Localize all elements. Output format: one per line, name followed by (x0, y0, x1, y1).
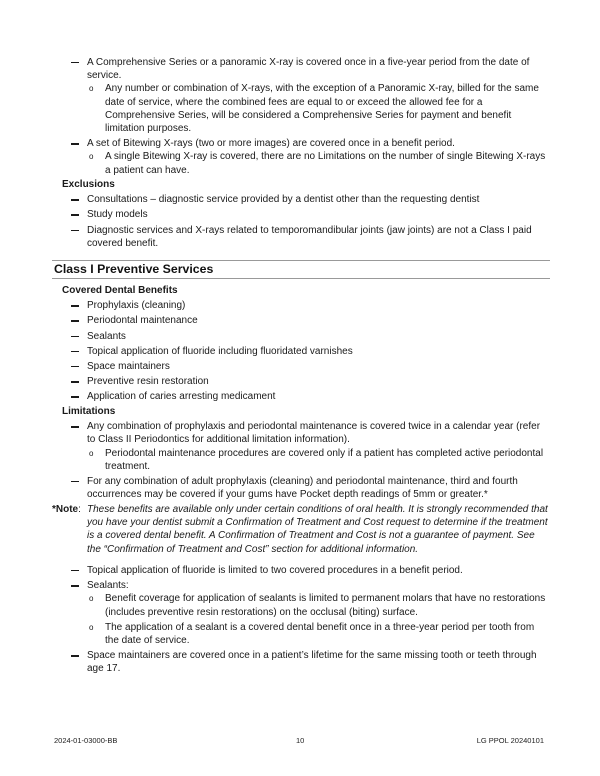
list-item: Any combination of prophylaxis and periodontal maintenance is covered twice in a calendar year (refer to Class II Periodontics for additional limitation information). (0, 420, 600, 446)
sub-list-item: o Benefit coverage for application of sealants is limited to permanent molars that have no restorations (includes preventive resin restorations) on the occlusal (biting) surface. (89, 593, 546, 618)
dash-bullet-icon (71, 305, 79, 306)
dash-bullet-icon (71, 62, 79, 63)
sub-list-item: o The application of a sealant is a covered dental benefit once in a three-year period per tooth from the date of service. (89, 621, 535, 647)
note-block (52, 503, 550, 556)
list-item: Sealants: (0, 579, 600, 592)
list-item: Space maintainers (0, 360, 600, 373)
limitations-section (0, 405, 600, 501)
dash-bullet-icon (71, 320, 79, 321)
circle-bullet-icon: o (89, 448, 94, 458)
dash-bullet-icon (71, 585, 79, 586)
dash-bullet-icon (71, 336, 79, 337)
limitations-heading: Limitations (62, 406, 116, 417)
list-item: Application of caries arresting medicament (0, 390, 600, 403)
form-code: LG PPOL 20240101 (476, 736, 544, 745)
note-label: *Note: (52, 504, 81, 515)
list-item: A Comprehensive Series or a panoramic X-ray is covered once in a five-year period from the date of service. (0, 56, 600, 82)
list-item: Topical application of fluoride is limited to two covered procedures in a benefit period. (0, 564, 600, 577)
dash-bullet-icon (71, 143, 79, 144)
dash-bullet-icon (71, 366, 79, 367)
circle-bullet-icon: o (89, 84, 94, 94)
xray-limitations-list (0, 56, 600, 177)
exclusions-heading: Exclusions (62, 179, 115, 190)
dash-bullet-icon (71, 351, 79, 352)
section-title: Class I Preventive Services (54, 262, 214, 276)
page-number: 10 (296, 736, 305, 745)
list-item: Consultations – diagnostic service provided by a dentist other than the requesting dentist (0, 193, 600, 206)
list-item: Prophylaxis (cleaning) (0, 299, 600, 312)
dash-bullet-icon (71, 655, 79, 656)
covered-benefits-heading: Covered Dental Benefits (62, 285, 178, 296)
list-item: For any combination of adult prophylaxis (cleaning) and periodontal maintenance, third and fourth occurrences may be covered if your gums have Pocket depth readings of 5mm or greater.* (0, 475, 600, 501)
note-text: These benefits are available only under certain conditions of oral health. It is strongly recommended that you have your dentist submit a Confirmation of Treatment and Cost request to determine if the treatment is a covered dental benefit. A Confirmation of Treatment and Cost is not a guarantee of payment. See the “Confirmation of Treatment and Cost” section for additional information. (87, 504, 548, 555)
additional-limitations-list (0, 564, 600, 676)
dash-bullet-icon (71, 481, 79, 482)
sub-list-item: o Any number or combination of X-rays, with the exception of a Panoramic X-ray, billed for the same date of service, where the combined fees are equal to or exceed the allowed fee for a Comprehensive Series, will be considered a Comprehensive Series for payment and benefit limitation purposes. (89, 83, 539, 135)
list-item: Diagnostic services and X-rays related to temporomandibular joints (jaw joints) are not a Class I paid covered benefit. (0, 224, 600, 250)
list-item: A set of Bitewing X-rays (two or more images) are covered once in a benefit period. (0, 137, 600, 150)
covered-benefits-section (0, 284, 600, 404)
dash-bullet-icon (71, 381, 79, 382)
document-code: 2024-01-03000-BB (54, 736, 118, 745)
dash-bullet-icon (71, 214, 79, 215)
dash-bullet-icon (71, 199, 79, 200)
list-item: Preventive resin restoration (0, 375, 600, 388)
dash-bullet-icon (71, 396, 79, 397)
list-item: Study models (0, 208, 600, 221)
dash-bullet-icon (71, 426, 79, 427)
list-item: Space maintainers are covered once in a patient’s lifetime for the same missing tooth or teeth through age 17. (0, 649, 600, 675)
dash-bullet-icon (71, 570, 79, 571)
list-item: Periodontal maintenance (0, 314, 600, 327)
list-item: Topical application of fluoride including fluoridated varnishes (0, 345, 600, 358)
exclusions-section (0, 178, 600, 250)
sub-list-item: o Periodontal maintenance procedures are covered only if a patient has completed active periodontal treatment. (89, 447, 544, 472)
circle-bullet-icon: o (89, 152, 94, 162)
circle-bullet-icon: o (89, 622, 94, 632)
sub-list-item: o A single Bitewing X-ray is covered, there are no Limitations on the number of single Bitewing X-rays a patient can have. (89, 151, 546, 176)
list-item: Sealants (0, 330, 600, 343)
dash-bullet-icon (71, 230, 79, 231)
section-header (52, 260, 550, 279)
circle-bullet-icon: o (89, 594, 94, 604)
